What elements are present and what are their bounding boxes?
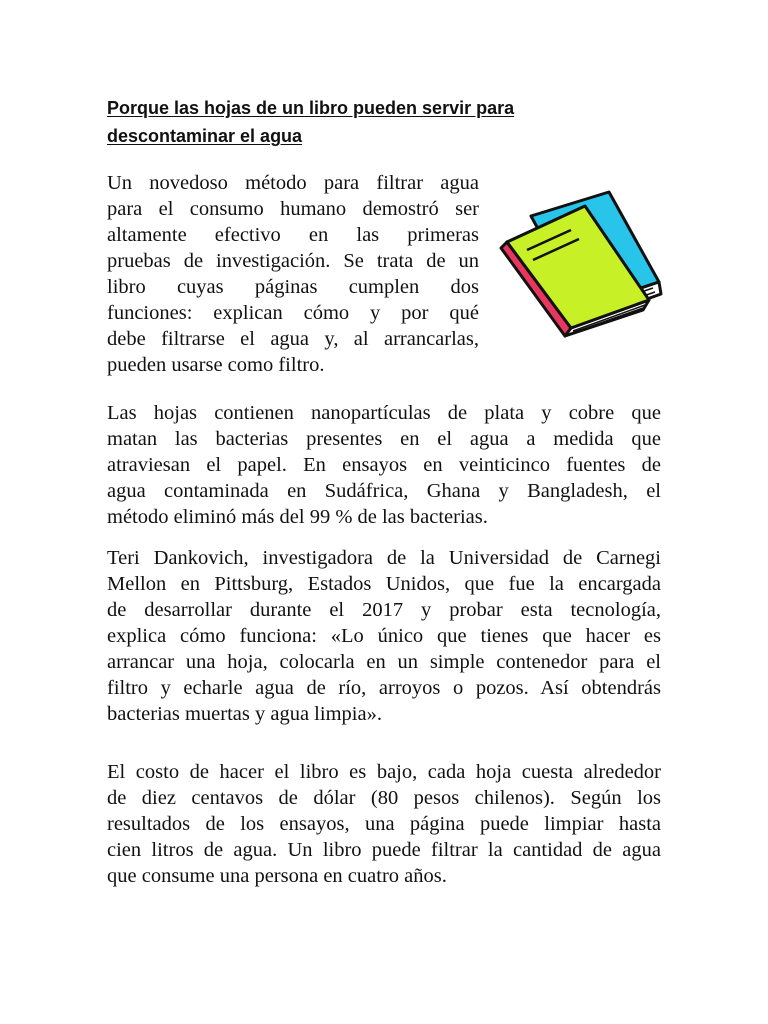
title-line: Porque las hojas de un libro pueden servir para bbox=[107, 98, 515, 118]
paragraph-cost bbox=[107, 759, 661, 889]
text-line: libro cuyas páginas cumplen dos bbox=[107, 276, 479, 298]
text-line: bacterias muertas y agua limpia». bbox=[107, 703, 382, 725]
text-line: Un novedoso método para filtrar agua bbox=[107, 172, 479, 194]
text-line: Teri Dankovich, investigadora de la Universidad de Carnegi bbox=[107, 547, 661, 569]
text-line: atraviesan el papel. En ensayos en veinticinco fuentes de bbox=[107, 454, 661, 476]
paragraph-nanoparticles bbox=[107, 400, 661, 530]
document-title bbox=[107, 94, 577, 150]
text-line: que consume una persona en cuatro años. bbox=[107, 865, 447, 887]
text-line: funciones: explican cómo y por qué bbox=[107, 302, 479, 324]
text-line: Mellon en Pittsburg, Estados Unidos, que fue la encargada bbox=[107, 573, 661, 595]
text-line: explica cómo funciona: «Lo único que tienes que hacer es bbox=[107, 625, 661, 647]
text-line: para el consumo humano demostró ser bbox=[107, 198, 479, 220]
text-line: agua contaminada en Sudáfrica, Ghana y Bangladesh, el bbox=[107, 480, 661, 502]
text-line: filtro y echarle agua de río, arroyos o pozos. Así obtendrás bbox=[107, 677, 661, 699]
text-line: Las hojas contienen nanopartículas de plata y cobre que bbox=[107, 402, 661, 424]
paragraph-intro bbox=[107, 170, 479, 378]
text-line: de diez centavos de dólar (80 pesos chilenos). Según los bbox=[107, 787, 661, 809]
text-line: matan las bacterias presentes en el agua a medida que bbox=[107, 428, 661, 450]
text-line: pueden usarse como filtro. bbox=[107, 354, 325, 376]
text-line: altamente efectivo en las primeras bbox=[107, 224, 479, 246]
paragraph-researcher bbox=[107, 545, 661, 727]
text-line: resultados de los ensayos, una página puede limpiar hasta bbox=[107, 813, 661, 835]
title-line: descontaminar el agua bbox=[107, 126, 303, 146]
text-line: cien litros de agua. Un libro puede filtrar la cantidad de agua bbox=[107, 839, 661, 861]
text-line: debe filtrarse el agua y, al arrancarlas, bbox=[107, 328, 479, 350]
text-line: arrancar una hoja, colocarla en un simple contenedor para el bbox=[107, 651, 661, 673]
books-icon bbox=[493, 186, 663, 351]
text-line: método eliminó más del 99 % de las bacterias. bbox=[107, 506, 488, 528]
text-line: El costo de hacer el libro es bajo, cada hoja cuesta alrededor bbox=[107, 761, 661, 783]
text-line: pruebas de investigación. Se trata de un bbox=[107, 250, 479, 272]
text-line: de desarrollar durante el 2017 y probar esta tecnología, bbox=[107, 599, 661, 621]
